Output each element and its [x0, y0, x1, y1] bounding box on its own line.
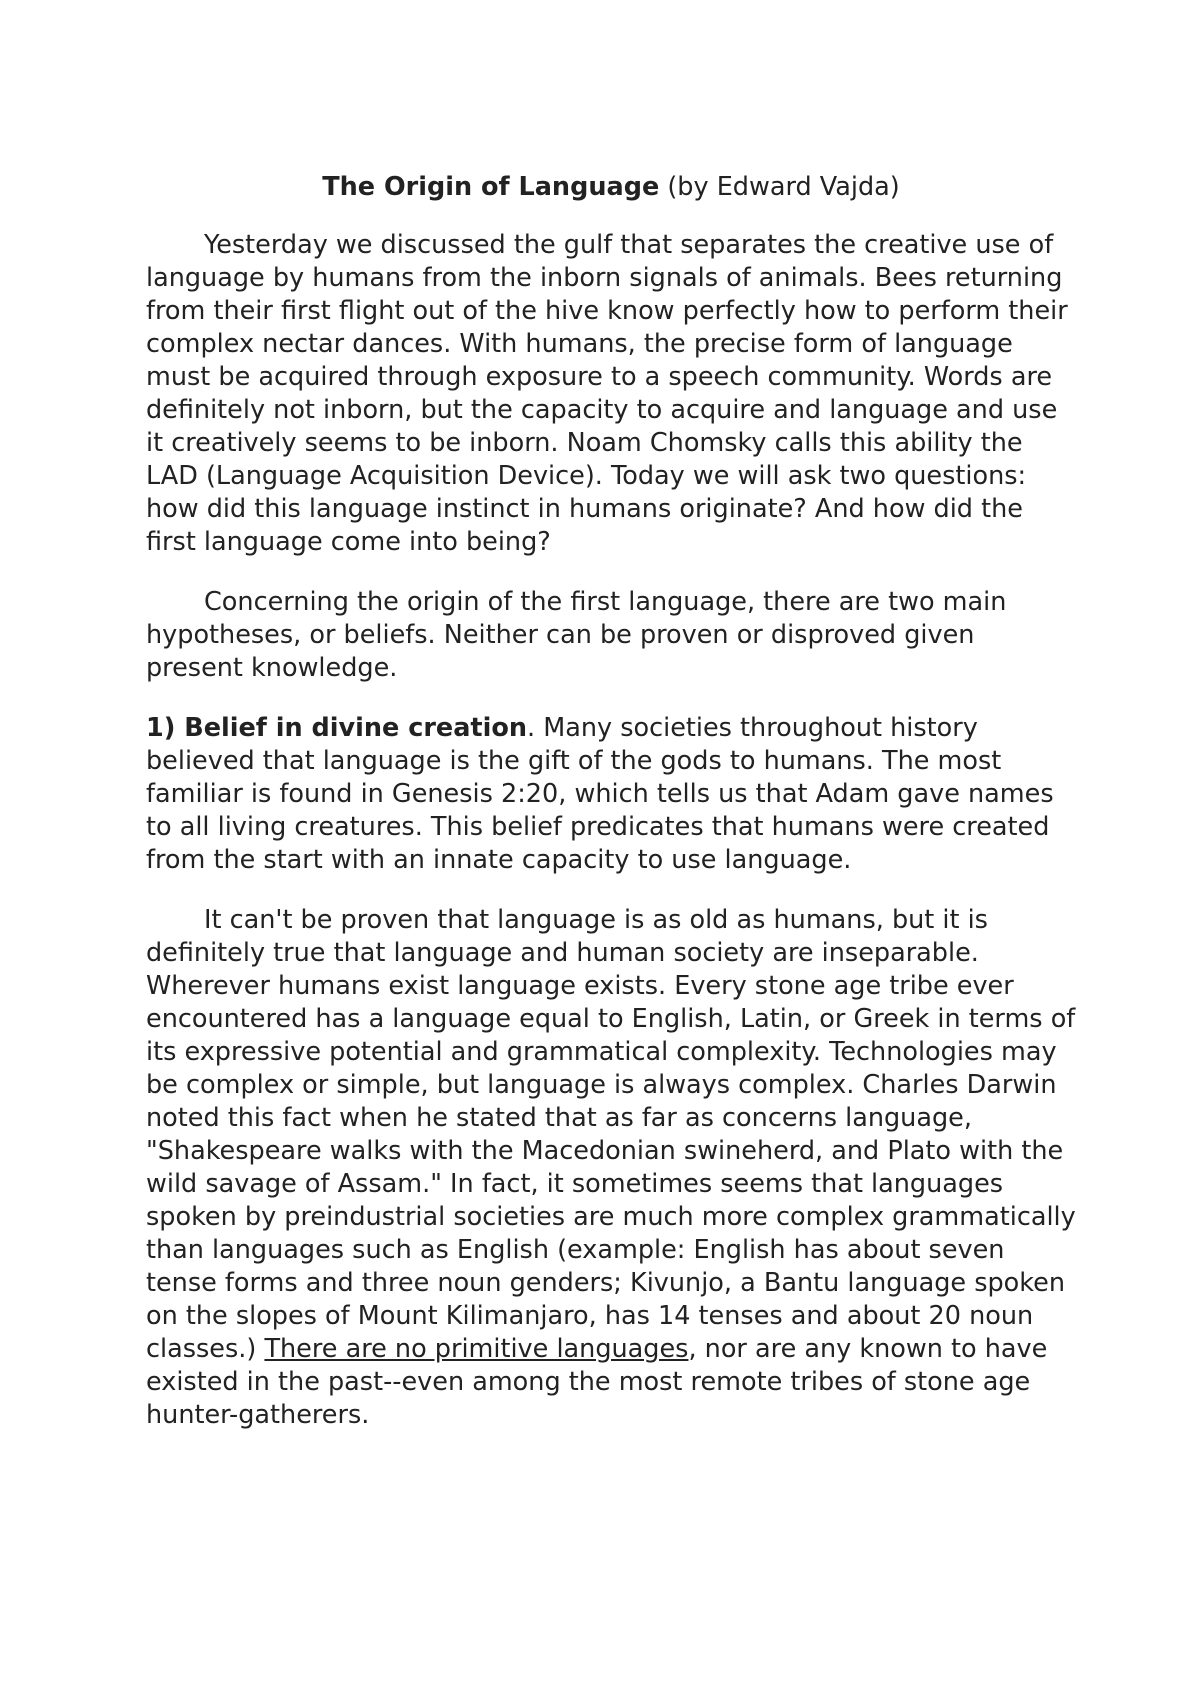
paragraph-language-complexity-tail: , nor are any known to have existed in the past--even among the most remote tribes of stone age hunter-gatherers. [146, 1334, 1048, 1430]
paragraph-divine-creation [146, 712, 1076, 877]
underlined-no-primitive-languages: There are no primitive languages [264, 1334, 689, 1364]
title-byline: (by Edward Vajda) [667, 172, 900, 202]
paragraph-intro: Yesterday we discussed the gulf that separates the creative use of language by humans from the inborn signals of animals. Bees returning from their first flight out of the hive know perfectly how to perform their complex nectar dances. With humans, the precise form of language must be acquired through exposure to a speech community. Words are definitely not inborn, but the capacity to acquire and language and use it creatively seems to be inborn. Noam Chomsky calls this ability the LAD (Language Acquisition Device). Today we will ask two questions: how did this language instinct in humans originate? And how did the first language come into being? [146, 230, 1068, 557]
section-heading-divine-creation: 1) Belief in divine creation [146, 713, 528, 743]
title-main: The Origin of Language [322, 172, 660, 202]
document-page [146, 171, 1076, 1459]
paragraph-divine-creation-text: . Many societies throughout history believed that language is the gift of the gods to humans. The most familiar is found in Genesis 2:20, which tells us that Adam gave names to all living creatures. This belief predicates that humans were created from the start with an innate capacity to use language. [146, 713, 1054, 875]
paragraph-language-complexity [146, 904, 1076, 1432]
paragraph-hypotheses: Concerning the origin of the first language, there are two main hypotheses, or beliefs. Neither can be proven or disproved given present knowledge. [146, 587, 1007, 683]
paragraph-language-complexity-text: It can't be proven that language is as old as humans, but it is definitely true that language and human society are inseparable. Wherever humans exist language exists. Every stone age tribe ever encountered has a language equal to English, Latin, or Greek in terms of its expressive potential and grammatical complexity. Technologies may be complex or simple, but language is always complex. Charles Darwin noted this fact when he stated that as far as concerns language, "Shakespeare walks with the Macedonian swineherd, and Plato with the wild savage of Assam." In fact, it sometimes seems that languages spoken by preindustrial societies are much more complex grammatically than languages such as English (example: English has about seven tense forms and three noun genders; Kivunjo, a Bantu language spoken on the slopes of Mount Kilimanjaro, has 14 tenses and about 20 noun classes.) [146, 905, 1076, 1364]
document-title [146, 171, 1076, 204]
